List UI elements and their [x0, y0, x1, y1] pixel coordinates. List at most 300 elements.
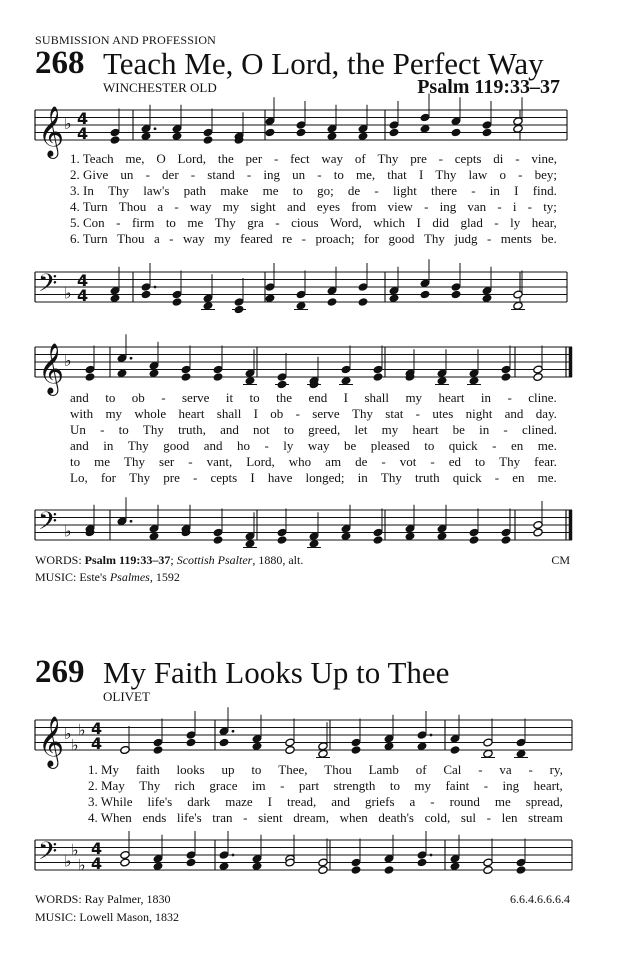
lyric-syllable: firm — [131, 215, 155, 230]
lyric-syllable: fect — [290, 151, 310, 166]
flat-icon: ♭ — [64, 283, 72, 303]
lyric-syllable: way — [189, 199, 212, 214]
flat-icon: ♭ — [64, 114, 72, 133]
lyric-syllable: heart, — [533, 778, 563, 793]
notehead — [213, 536, 223, 545]
lyric-line — [88, 762, 563, 778]
words-credit: WORDS: Psalm 119:33–37; Scottish Psalter, 1880, alt. — [35, 553, 304, 567]
lyric-syllable: let — [354, 422, 368, 437]
notehead — [327, 298, 337, 307]
lyric-syllable: end — [308, 390, 328, 405]
flat-icon: ♭ — [78, 855, 86, 875]
lyric-syllable: - — [486, 810, 492, 825]
notehead — [327, 132, 337, 141]
lyric-syllable: way — [182, 231, 205, 246]
lyric-syllable: - — [430, 454, 435, 469]
lyric-syllable: quick — [448, 438, 478, 453]
lyric-syllable: - — [494, 470, 500, 485]
lyric-syllable: Thou — [324, 762, 352, 777]
lyric-syllable: ly — [283, 438, 294, 453]
flat-icon: ♭ — [71, 840, 79, 860]
lyric-syllable: for — [363, 231, 380, 246]
notehead — [482, 128, 492, 137]
lyric-syllable: looks — [176, 762, 205, 777]
augmentation-dot — [232, 854, 235, 857]
lyric-line — [88, 810, 563, 826]
lyric-syllable: un — [292, 167, 306, 182]
notehead — [483, 866, 493, 875]
lyric-syllable: shall — [216, 406, 242, 421]
lyrics-block-268-2 — [70, 390, 557, 486]
notehead — [277, 536, 287, 545]
time-signature-bottom: 4 — [91, 734, 103, 753]
lyric-syllable: cline. — [528, 390, 557, 405]
notehead — [309, 539, 319, 548]
lyric-syllable: Cal — [443, 762, 462, 777]
lyric-syllable: - — [280, 778, 285, 793]
lyric-syllable: - — [295, 406, 300, 421]
notehead — [120, 858, 130, 867]
lyric-syllable: - — [273, 151, 279, 166]
lyric-syllable: vant, — [206, 454, 233, 469]
lyric-syllable: judg — [454, 231, 478, 246]
lyric-syllable: Thy — [214, 215, 236, 230]
notehead — [417, 742, 427, 751]
lyric-syllable: - — [193, 470, 198, 485]
notehead — [373, 373, 383, 382]
lyric-syllable: - — [161, 390, 166, 405]
lyric-line — [70, 151, 557, 167]
lyric-syllable: night — [465, 406, 493, 421]
lyric-syllable: up — [221, 762, 235, 777]
lyric-syllable: Thou — [117, 231, 145, 246]
lyric-syllable: strength — [333, 778, 376, 793]
lyric-syllable: dream, — [293, 810, 329, 825]
lyric-syllable: va — [499, 762, 512, 777]
treble-clef-icon: 𝄞 — [38, 343, 65, 394]
lyric-syllable: - — [486, 231, 492, 246]
lyric-syllable: sient — [258, 810, 283, 825]
notehead — [149, 532, 159, 541]
lyric-syllable: - — [301, 231, 306, 246]
lyric-syllable: to — [165, 215, 176, 230]
lyric-syllable: pre — [410, 151, 427, 166]
lyric-syllable: im — [251, 778, 266, 793]
lyric-syllable: - — [188, 454, 193, 469]
tune-name: WINCHESTER OLD — [103, 80, 217, 95]
lyric-syllable: Thy — [124, 454, 145, 469]
lyric-syllable: feared — [240, 231, 273, 246]
lyric-syllable: whole — [134, 406, 167, 421]
lyric-syllable: shall — [364, 390, 389, 405]
lyric-syllable: - — [264, 438, 269, 453]
notehead — [513, 124, 523, 133]
lyric-syllable: law — [468, 167, 488, 182]
lyric-line — [70, 438, 557, 454]
flat-icon: ♭ — [64, 724, 72, 743]
lyric-syllable: who — [288, 454, 312, 469]
lyric-syllable: sul — [460, 810, 477, 825]
lyric-syllable: cious — [291, 215, 319, 230]
lyric-syllable: ly — [510, 215, 521, 230]
lyric-syllable: - — [374, 183, 379, 198]
lyric-syllable: - — [430, 794, 435, 809]
lyric-syllable: ty; — [543, 199, 557, 214]
lyric-syllable: glad — [460, 215, 483, 230]
lyric-syllable: good — [388, 231, 415, 246]
treble-staff-268-2 — [0, 337, 640, 394]
lyric-line — [70, 422, 557, 438]
lyric-syllable: 4. When — [88, 810, 132, 825]
lyric-syllable: to — [292, 183, 303, 198]
augmentation-dot — [154, 286, 157, 289]
lyric-syllable: my — [414, 778, 432, 793]
lyric-syllable: to — [105, 390, 116, 405]
lyric-syllable: Lamb — [368, 762, 399, 777]
notehead — [341, 376, 351, 385]
lyric-syllable: un — [120, 167, 134, 182]
notehead — [501, 373, 511, 382]
lyric-syllable: hear, — [531, 215, 557, 230]
lyric-syllable: be. — [541, 231, 557, 246]
time-signature-top: 4 — [77, 271, 89, 290]
bass-staff-268-2 — [0, 500, 640, 550]
lyric-syllable: and — [286, 199, 306, 214]
lyric-line — [70, 406, 557, 422]
notehead — [181, 373, 191, 382]
lyric-syllable: be — [344, 438, 357, 453]
lyric-syllable: me. — [537, 438, 557, 453]
lyric-syllable: de — [355, 454, 368, 469]
notehead — [501, 536, 511, 545]
music-credit: MUSIC: Lowell Mason, 1832 — [35, 910, 179, 924]
augmentation-dot — [130, 520, 133, 523]
notehead — [153, 862, 163, 871]
scripture-reference: Psalm 119:33–37 — [417, 76, 560, 98]
lyric-syllable: Thy — [435, 167, 457, 182]
augmentation-dot — [154, 127, 157, 130]
lyric-syllable: de — [347, 183, 361, 198]
notehead — [252, 862, 262, 871]
lyric-syllable: Thee, — [278, 762, 308, 777]
lyric-syllable: to — [333, 167, 344, 182]
lyric-syllable: 1. Teach — [70, 151, 114, 166]
hymn-title: My Faith Looks Up to Thee — [103, 655, 450, 690]
lyric-syllable: tran — [212, 810, 233, 825]
meter: CM — [551, 553, 570, 567]
lyric-syllable: truth — [415, 470, 440, 485]
lyric-syllable: 6. Turn — [70, 231, 108, 246]
notehead — [420, 124, 430, 133]
lyric-syllable: of — [354, 151, 366, 166]
lyric-syllable: I — [343, 390, 348, 405]
lyric-line — [70, 231, 557, 247]
lyric-syllable: not — [253, 422, 270, 437]
notehead — [245, 539, 255, 548]
lyric-syllable: - — [438, 151, 443, 166]
lyric-syllable: ing — [502, 778, 520, 793]
lyric-syllable: Thy — [139, 778, 161, 793]
lyric-syllable: my — [222, 199, 240, 214]
lyric-syllable: go; — [317, 183, 334, 198]
notehead — [141, 290, 151, 299]
lyric-syllable: ing — [263, 167, 280, 182]
lyric-syllable: 5. Con — [70, 215, 105, 230]
lyric-syllable: - — [424, 199, 429, 214]
notehead — [405, 532, 415, 541]
lyric-syllable: clined. — [521, 422, 557, 437]
lyric-syllable: der — [162, 167, 179, 182]
lyric-syllable: Thou — [118, 199, 147, 214]
notehead — [296, 301, 306, 310]
lyric-syllable: Thy — [423, 231, 445, 246]
time-signature-bottom: 4 — [77, 286, 89, 305]
treble-staff-269-1 — [0, 710, 640, 767]
lyric-line — [70, 183, 557, 199]
flat-icon: ♭ — [64, 521, 72, 541]
lyric-syllable: law's — [143, 183, 170, 198]
lyric-syllable: view — [387, 199, 413, 214]
lyric-syllable: and — [70, 390, 89, 405]
notehead — [213, 373, 223, 382]
lyric-syllable: way — [307, 438, 330, 453]
lyric-syllable: - — [169, 231, 174, 246]
lyric-syllable: be — [452, 422, 465, 437]
lyric-syllable: cepts — [454, 151, 482, 166]
treble-clef-icon: 𝄞 — [38, 716, 65, 767]
time-signature-top: 4 — [77, 109, 89, 128]
lyric-syllable: o — [499, 167, 506, 182]
lyric-syllable: - — [246, 167, 252, 182]
notehead — [117, 369, 127, 378]
lyric-syllable: life's — [176, 810, 202, 825]
lyric-syllable: 4. Turn — [70, 199, 108, 214]
notehead — [533, 528, 543, 537]
lyric-syllable: serve — [182, 390, 210, 405]
lyric-syllable: good — [163, 438, 190, 453]
lyric-syllable: cold, — [424, 810, 451, 825]
lyric-syllable: heart — [412, 422, 439, 437]
notehead — [285, 746, 295, 755]
notehead — [450, 746, 460, 755]
lyric-syllable: I — [267, 794, 273, 809]
lyric-syllable: 1. My — [88, 762, 120, 777]
lyric-syllable: Thy — [108, 183, 130, 198]
notehead — [172, 132, 182, 141]
lyric-syllable: - — [528, 762, 533, 777]
lyric-syllable: Thy — [142, 422, 164, 437]
lyric-syllable: - — [507, 390, 512, 405]
lyric-syllable: eyes — [316, 199, 341, 214]
lyric-line — [70, 167, 557, 183]
lyric-syllable: to — [424, 438, 435, 453]
lyric-syllable: - — [381, 454, 386, 469]
lyric-syllable: am — [325, 454, 342, 469]
lyric-syllable: in — [479, 422, 490, 437]
flat-icon: ♭ — [64, 351, 72, 370]
lyric-syllable: I — [418, 167, 424, 182]
notehead — [516, 749, 526, 758]
lyric-syllable: vine, — [531, 151, 557, 166]
lyric-syllable: Thy — [499, 454, 521, 469]
lyric-syllable: fear. — [534, 454, 557, 469]
notehead — [437, 376, 447, 385]
lyric-syllable: to — [389, 778, 400, 793]
lyric-syllable: grace — [209, 778, 238, 793]
lyric-syllable: a — [153, 231, 160, 246]
notehead — [384, 742, 394, 751]
section-heading: SUBMISSION AND PROFESSION — [35, 33, 217, 47]
lyric-syllable: 2. May — [88, 778, 125, 793]
lyric-syllable: I — [514, 183, 519, 198]
lyric-syllable: vot — [399, 454, 417, 469]
lyric-syllable: quick — [452, 470, 482, 485]
lyric-syllable: and — [70, 438, 89, 453]
lyric-syllable: ho — [236, 438, 250, 453]
lyric-syllable: stand — [207, 167, 235, 182]
lyric-syllable: sight — [250, 199, 276, 214]
lyric-syllable: me — [262, 183, 279, 198]
lyric-syllable: I — [416, 215, 421, 230]
lyric-syllable: ments — [500, 231, 532, 246]
lyric-syllable: heart — [178, 406, 205, 421]
lyric-syllable: my — [381, 422, 399, 437]
lyric-syllable: faith — [135, 762, 160, 777]
lyric-syllable: round — [449, 794, 480, 809]
lyric-syllable: rich — [174, 778, 195, 793]
treble-clef-icon: 𝄞 — [38, 106, 65, 157]
notehead — [469, 536, 479, 545]
notehead — [420, 290, 430, 299]
lyric-syllable: stat — [385, 406, 404, 421]
lyric-syllable: - — [492, 438, 497, 453]
lyric-syllable: bey; — [534, 167, 557, 182]
lyric-syllable: Thy — [352, 406, 373, 421]
lyric-syllable: ed — [448, 454, 462, 469]
lyric-syllable: from — [351, 199, 377, 214]
lyric-line — [88, 778, 563, 794]
notehead — [351, 866, 361, 875]
notehead — [318, 866, 328, 875]
lyric-syllable: path — [183, 183, 207, 198]
time-signature-top: 4 — [91, 839, 103, 858]
lyric-syllable: per — [245, 151, 263, 166]
lyric-syllable: I — [253, 406, 258, 421]
notehead — [153, 746, 163, 755]
lyric-syllable: me, — [356, 167, 376, 182]
lyric-syllable: Un — [70, 422, 86, 437]
lyric-line — [70, 454, 557, 470]
lyric-syllable: life's — [147, 794, 173, 809]
notehead — [110, 136, 120, 145]
notehead — [252, 742, 262, 751]
lyric-syllable: part — [298, 778, 320, 793]
lyric-syllable: - — [478, 762, 483, 777]
lyric-syllable: maze — [225, 794, 253, 809]
lyric-syllable: O — [156, 151, 166, 166]
notehead — [203, 136, 213, 145]
lyric-syllable: a — [157, 199, 164, 214]
lyric-syllable: truth, — [178, 422, 206, 437]
augmentation-dot — [130, 357, 133, 360]
notehead — [417, 858, 427, 867]
notehead — [318, 749, 328, 758]
lyric-syllable: - — [494, 215, 499, 230]
lyric-syllable: the — [217, 151, 234, 166]
lyric-syllable: that — [387, 167, 407, 182]
lyric-syllable: ob — [131, 390, 145, 405]
lyric-syllable: to — [118, 422, 129, 437]
lyric-syllable: for — [100, 470, 117, 485]
lyric-syllable: van — [467, 199, 487, 214]
lyric-syllable: in — [103, 438, 114, 453]
lyric-line — [70, 470, 557, 486]
lyric-syllable: 2. Give — [70, 167, 109, 182]
treble-staff-268-1 — [0, 100, 640, 157]
lyric-syllable: - — [497, 199, 502, 214]
notehead — [186, 858, 196, 867]
lyric-syllable: have — [267, 470, 293, 485]
notehead — [451, 128, 461, 137]
lyric-syllable: faint — [445, 778, 470, 793]
notehead — [389, 128, 399, 137]
lyric-syllable: a — [409, 794, 416, 809]
notehead — [384, 866, 394, 875]
notehead — [265, 128, 275, 137]
lyric-syllable: and — [504, 406, 524, 421]
lyric-syllable: way — [321, 151, 344, 166]
notehead — [149, 369, 159, 378]
notehead — [265, 294, 275, 303]
lyric-syllable: the — [276, 390, 292, 405]
lyric-syllable: death's — [378, 810, 414, 825]
lyric-syllable: and — [203, 438, 223, 453]
lyric-syllable: serve — [312, 406, 340, 421]
lyric-syllable: light — [392, 183, 417, 198]
lyric-syllable: Thy — [380, 470, 402, 485]
lyric-syllable: and — [331, 794, 350, 809]
lyric-syllable: my — [214, 231, 231, 246]
bass-staff-268-1 — [0, 262, 640, 312]
time-signature-bottom: 4 — [91, 854, 103, 873]
lyric-syllable: Lord, — [177, 151, 207, 166]
lyric-syllable: len — [501, 810, 518, 825]
notehead — [186, 738, 196, 747]
lyric-syllable: 3. While — [88, 794, 133, 809]
notehead — [450, 862, 460, 871]
lyric-syllable: tread, — [286, 794, 317, 809]
notehead — [110, 294, 120, 303]
lyric-syllable: pleased — [370, 438, 410, 453]
lyric-syllable: me — [494, 794, 511, 809]
notehead — [219, 862, 229, 871]
lyric-syllable: in — [489, 183, 500, 198]
notehead — [245, 376, 255, 385]
lyric-syllable: my — [405, 390, 423, 405]
lyric-syllable: heart — [438, 390, 465, 405]
lyric-syllable: ry, — [549, 762, 563, 777]
lyric-syllable: I — [250, 470, 255, 485]
lyric-syllable: ser — [159, 454, 175, 469]
notehead — [513, 301, 523, 310]
notehead — [351, 746, 361, 755]
lyric-syllable: to — [70, 454, 81, 469]
notehead — [437, 532, 447, 541]
notehead — [482, 294, 492, 303]
flat-icon: ♭ — [64, 851, 72, 871]
lyric-syllable: - — [483, 778, 489, 793]
time-signature-top: 4 — [91, 719, 103, 738]
